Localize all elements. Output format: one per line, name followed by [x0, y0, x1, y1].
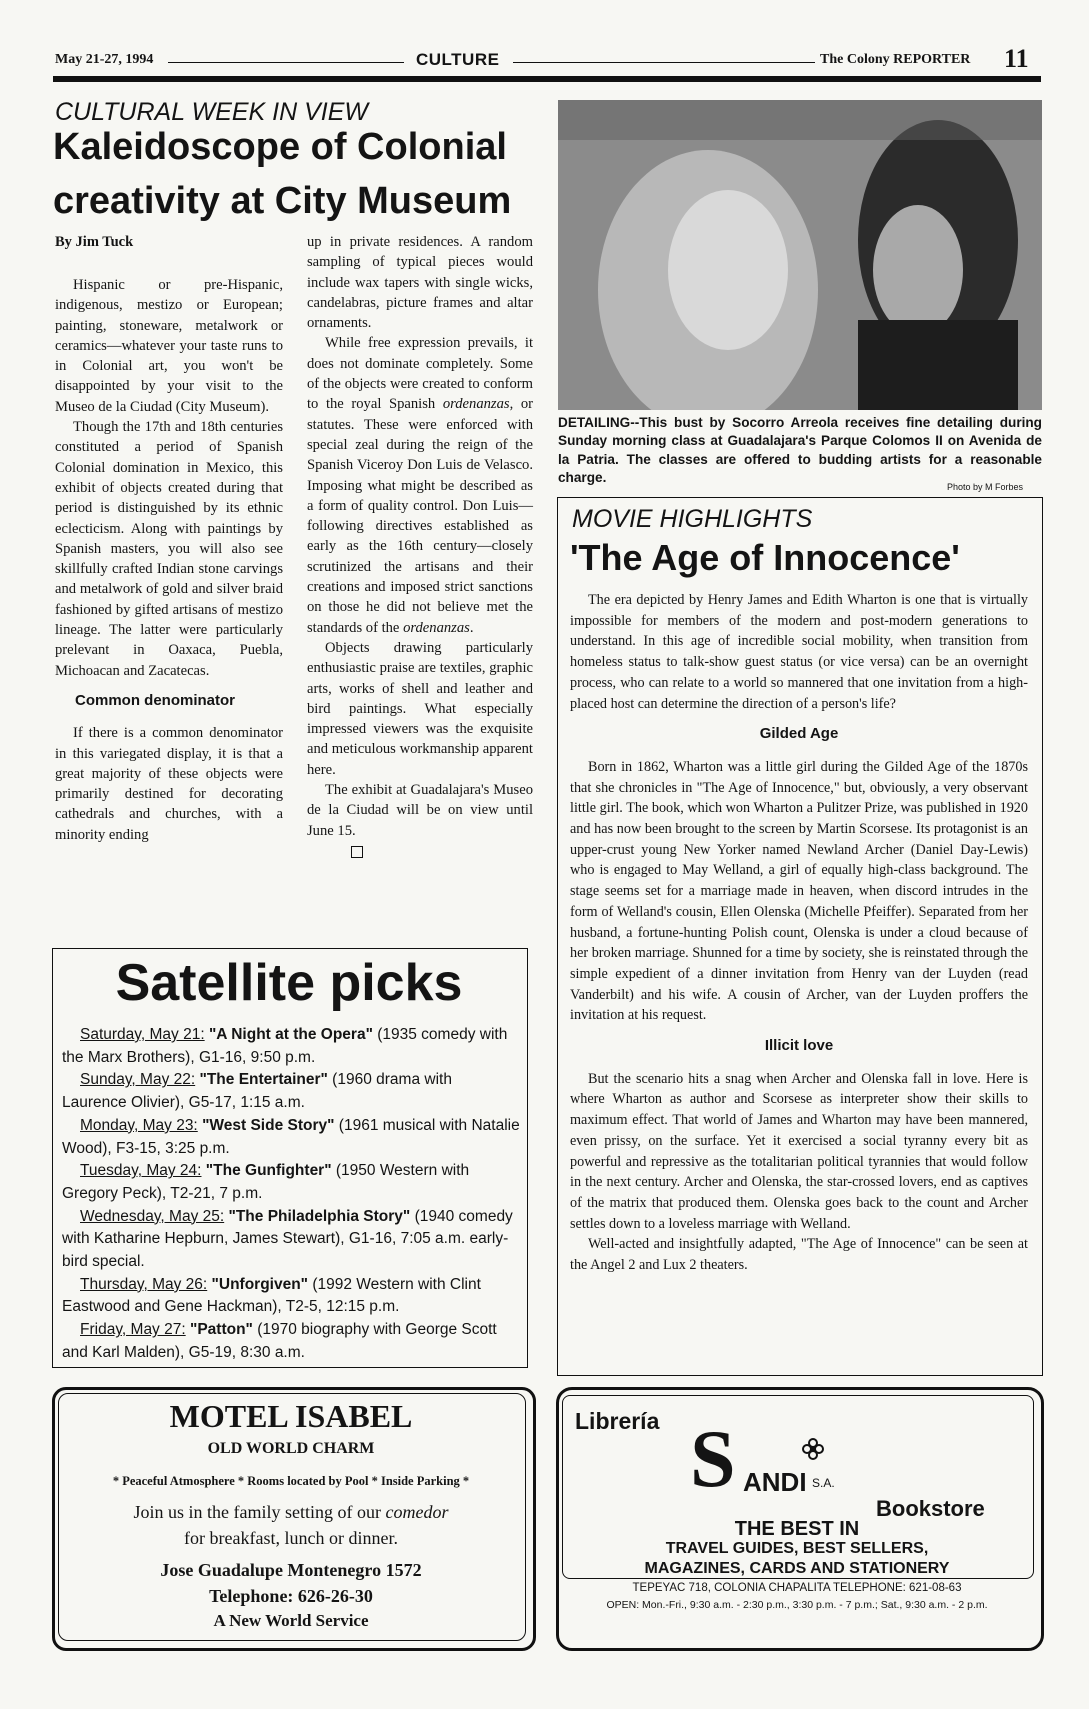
pick-film: "The Gunfighter" — [205, 1162, 332, 1180]
bookstore-line1: TRAVEL GUIDES, BEST SELLERS, — [665, 1540, 929, 1557]
motel-slogan: A New World Service — [213, 1611, 369, 1630]
movie-title: 'The Age of Innocence' — [570, 537, 960, 578]
photo-sculpture-class — [558, 100, 1042, 410]
movie-paragraph: The era depicted by Henry James and Edith Wharton is one that is virtually impossible for members of the modern and post-modern generations to understand. In this age of incredible social mobility, when transition from homeless status to talk-show guest status (or vice versa) can be an overnight process, who can relate to a world so mannered that one invitation from a high-placed host can determine the direction of a person's life? — [570, 592, 1028, 712]
text-run-italic: comedor — [385, 1502, 449, 1522]
pick-day: Sunday, May 22: — [80, 1071, 196, 1089]
article-byline: By Jim Tuck — [55, 234, 134, 250]
masthead-rule-left — [168, 62, 404, 63]
movie-paragraph: Well-acted and insightfully adapted, "The Age of Innocence" can be seen at the Angel 2 and Lux 2 theaters. — [570, 1236, 1028, 1274]
motel-invite-line2: for breakfast, lunch or dinner. — [184, 1528, 398, 1548]
pick-item — [62, 1319, 520, 1364]
pick-film: "The Entertainer" — [199, 1071, 328, 1089]
pick-film: "West Side Story" — [202, 1116, 335, 1134]
text-run-italic: ordenanzas — [403, 619, 470, 636]
article-paragraph: Objects drawing particularly enthusiastic praise are textiles, graphic arts, works of shell and leather and bird paintings. What especially impressed viewers was the exquisite and meticulous workmanship apparent here. — [307, 639, 533, 778]
sandi-logo-name: ANDI — [743, 1467, 807, 1497]
pick-details: (1940 comedy with Katharine Hepburn, James Stewart), G1-16, 7:05 a.m. early-bird special. — [62, 1207, 513, 1271]
motel-features: * Peaceful Atmosphere * Rooms located by Pool * Inside Parking * — [112, 1474, 470, 1488]
pick-item — [62, 1160, 520, 1205]
movie-subhead: Illicit love — [764, 1037, 834, 1055]
pick-day: Saturday, May 21: — [80, 1026, 205, 1043]
article-paragraph — [307, 333, 533, 637]
flower-icon — [802, 1438, 824, 1464]
motel-name: MOTEL ISABEL — [169, 1398, 413, 1434]
pick-details: (1970 biography with George Scott and Karl Malden), G5-19, 8:30 a.m. — [62, 1321, 497, 1361]
text-run: , or statutes. These were enforced with special zeal during the reign of the Spanish Viceroy Don Luis de Velasco. Imposing what might be described as a form of quality control. Don Luis—following directives established as early as the 16th century—closely scrutinized the artisans and their creations and imposed strict sanctions on those he did not believe met the standards of the — [307, 396, 533, 636]
pick-day: Monday, May 23: — [80, 1116, 198, 1134]
motel-invite-line1 — [58, 1502, 524, 1523]
satellite-title: Satellite picks — [115, 954, 463, 1012]
article-paragraph: If there is a common denominator in this variegated display, it is that a great majority of these objects were primarily destined for decorating cathedrals and churches, with a minority ending — [55, 725, 283, 843]
sandi-logo-suffix: S.A. — [812, 1476, 835, 1490]
pick-item — [62, 1274, 520, 1319]
text-run: . — [469, 619, 474, 636]
article-column-2 — [307, 232, 533, 861]
page-number: 11 — [1004, 44, 1029, 73]
article-headline-line2: creativity at City Museum — [53, 180, 512, 222]
article-paragraph: Though the 17th and 18th centuries constituted a period of Spanish Colonial domination in Mexico, this exhibit of objects created during that period is distinguished by its ethnic eclecticism. Along with paintings by Spanish masters, you will also see skillfully crafted Indian stone carvings and metalwork of gold and silver braid fashioned by gifted artisans of mestizo lineage. The latter were particularly prelevant in Oaxaca, Puebla, Michoacan and Zacatecas. — [55, 419, 283, 679]
photo-illustration — [558, 100, 1042, 410]
text-run-italic: ordenanzas — [442, 396, 510, 413]
pick-film: "Patton" — [189, 1321, 253, 1339]
movie-paragraph: Born in 1862, Wharton was a little girl during the Gilded Age of the 1870s that she chronicles in "The Age of Innocence," but, obviously, a very observant little girl. The book, which won Wharton a Pulitzer Prize, was published in 1920 and has now been brought to the screen by Martin Scorsese. Its protagonist is an upper-crust young New Yorker named Newland Archer (Daniel Day-Lewis) who is engaged to May Welland, a girl of equally high-class background. The stage seems set for a marriage made in heaven, when discord intrudes in the form of Welland's cousin, Ellen Olenska (Michelle Pfeiffer). Separated from her husband, a fortune-hunting Polish count, Olenska is under a cloud because of her broken marriage. Shunned for a time by society, she is reinstated through the simple expedient of a dinner invitation from Henry van der Luyden (read Vanderbilt) and his wife. A cousin of Archer, van der Luyden proffers the invitation at his request. — [570, 758, 1028, 1024]
pick-day: Thursday, May 26: — [80, 1275, 208, 1293]
movie-paragraph: But the scenario hits a snag when Archer and Olenska fall in love. Here is where Wharton as author and Scorsese as interpreter show their skills to maximum effect. That world of James and Wharton may have been mannered, even prissy, on the surface. Yet it exercised a social tyranny every bit as powerful and repressive as the totalitarian political tyrannies that would follow in the next century. Archer and Olenska, the star-crossed lovers, end as captives of the matrix that produced them. Olenska goes back to the count and Archer settles down to a loveless marriage with Welland. — [570, 1070, 1028, 1232]
masthead-thick-rule — [53, 76, 1041, 82]
article-kicker: CULTURAL WEEK IN VIEW — [55, 98, 369, 126]
pick-day: Friday, May 27: — [80, 1321, 186, 1339]
pick-details: (1992 Western with Clint Eastwood and Gene Hackman), T2-5, 12:15 p.m. — [62, 1275, 481, 1316]
pick-details: (1960 drama with Laurence Olivier), G5-17, 1:15 a.m. — [62, 1071, 452, 1112]
article-paragraph: The exhibit at Guadalajara's Museo de la Ciudad will be on view until June 15. — [307, 782, 533, 839]
sandi-logo-s: S — [690, 1413, 736, 1504]
motel-phone: Telephone: 626-26-30 — [209, 1586, 373, 1606]
pick-details: (1935 comedy with the Marx Brothers), G1-16, 9:50 p.m. — [62, 1026, 508, 1066]
article-column-1 — [55, 275, 283, 845]
pick-item — [62, 1069, 520, 1114]
movie-kicker: MOVIE HIGHLIGHTS — [572, 505, 813, 533]
pick-day: Wednesday, May 25: — [80, 1207, 225, 1225]
bookstore-address: TEPEYAC 718, COLONIA CHAPALITA TELEPHONE: 621-08-63 — [632, 1582, 962, 1594]
pick-item — [62, 1206, 520, 1274]
article-subhead: Common denominator — [75, 691, 235, 709]
bookstore-line2: MAGAZINES, CARDS AND STATIONERY — [644, 1560, 950, 1577]
motel-tagline: OLD WORLD CHARM — [207, 1440, 375, 1457]
article-headline-line1: Kaleidoscope of Colonial — [53, 126, 507, 168]
pick-film: "A Night at the Opera" — [208, 1026, 373, 1043]
text-run: Join us in the family setting of our — [133, 1502, 386, 1522]
masthead-section: CULTURE — [416, 50, 500, 69]
pick-day: Tuesday, May 24: — [80, 1162, 202, 1180]
pick-details: (1961 musical with Natalie Wood), F3-15, 3:25 p.m. — [62, 1116, 520, 1157]
masthead-date: May 21-27, 1994 — [55, 52, 154, 67]
pick-item — [62, 1024, 520, 1069]
end-mark-icon — [351, 846, 363, 858]
article-paragraph: up in private residences. A random sampling of typical pieces would include wax tapers with single wicks, candelabras, picture frames and altar ornaments. — [307, 234, 533, 332]
bookstore-hours: OPEN: Mon.-Fri., 9:30 a.m. - 2:30 p.m., 3:30 p.m. - 7 p.m.; Sat., 9:30 a.m. - 2 p.m. — [606, 1599, 988, 1611]
photo-credit: Photo by M Forbes — [947, 482, 1024, 492]
photo-caption: DETAILING--This bust by Socorro Arreola receives fine detailing during Sunday morning class at Guadalajara's Parque Colomos II on Avenida de la Patria. The classes are offered to budding artists for a reasonable charge. — [558, 415, 1042, 486]
motel-address: Jose Guadalupe Montenegro 1572 — [160, 1560, 422, 1580]
pick-film: "Unforgiven" — [211, 1275, 309, 1293]
article-paragraph: Hispanic or pre-Hispanic, indigenous, mestizo or European; painting, stoneware, metalwork or ceramics—whatever your taste runs to in Colonial art, you won't be disappointed by your visit to the Museo de la Ciudad (City Museum). — [55, 277, 283, 415]
movie-review-body — [570, 590, 1028, 1276]
bookstore-label: Bookstore — [876, 1496, 985, 1521]
bookstore-best-in: THE BEST IN — [734, 1518, 860, 1540]
pick-film: "The Philadelphia Story" — [228, 1207, 411, 1225]
paper-name: REPORTER — [893, 52, 971, 67]
text-run: While free expression prevails, it does not dominate completely. Some of the objects were created to conform to the royal Spanish — [307, 335, 533, 413]
masthead-paper-name — [820, 52, 970, 68]
paper-prefix: The Colony — [820, 52, 894, 67]
masthead-rule-right — [513, 62, 815, 63]
pick-details: (1950 Western with Gregory Peck), T2-21, 7 p.m. — [62, 1162, 470, 1202]
pick-item — [62, 1115, 520, 1160]
satellite-picks-list — [62, 1024, 520, 1365]
bookstore-libreria: Librería — [575, 1408, 660, 1434]
movie-subhead: Gilded Age — [759, 725, 839, 743]
